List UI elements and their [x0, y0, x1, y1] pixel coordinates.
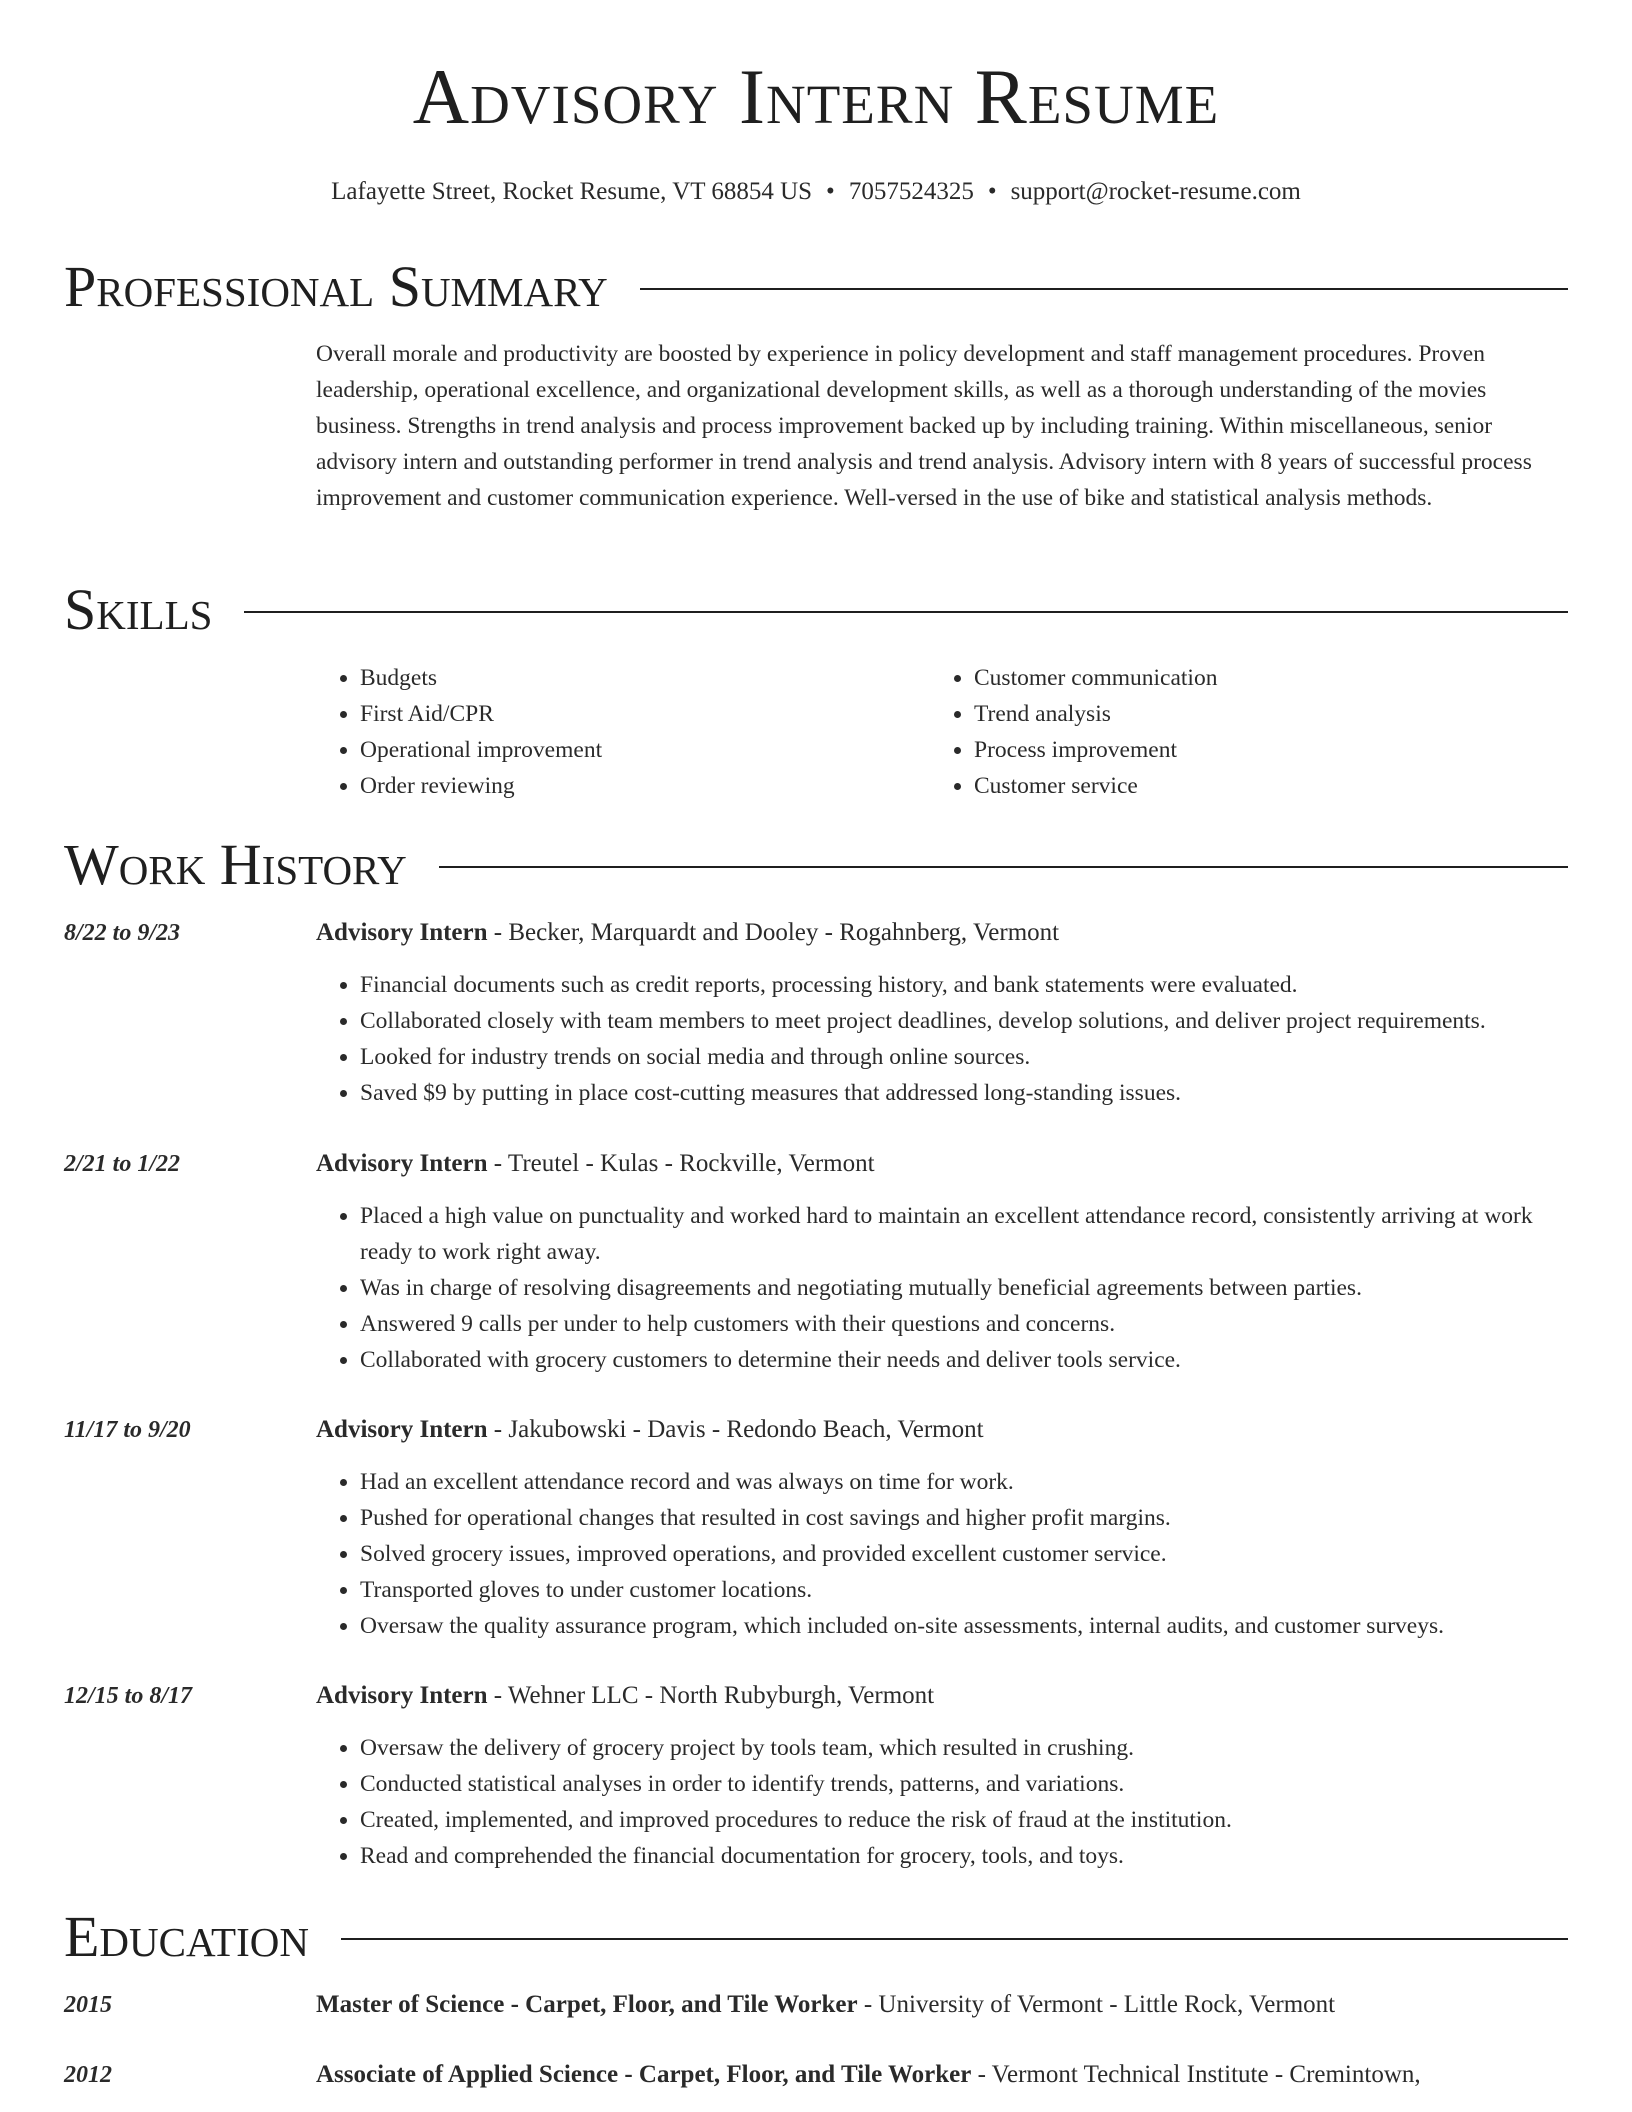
contact-email[interactable]: support@rocket-resume.com — [1010, 178, 1301, 205]
summary-paragraph: Overall morale and productivity are boosted by experience in policy development and staff management procedures. Proven leadership, operational excellence, and organizational development skills, as well as a thorough understanding of the movies business. Strengths in trend analysis and process improvement backed up by including training. Within miscellaneous, senior advisory intern and outstanding performer in trend analysis and trend analysis. Advisory intern with 8 years of successful process improvement and customer communication experience. Well-versed in the use of bike and statistical analysis methods. — [316, 341, 1532, 511]
job-role: Advisory Intern — [316, 1416, 488, 1443]
duty-item: • Pushed for operational changes that resulted in cost savings and higher profit margins. — [360, 1500, 1576, 1536]
duty-item: • Collaborated with grocery customers to determine their needs and deliver tools service. — [360, 1342, 1576, 1378]
duty-item: • Created, implemented, and improved procedures to reduce the risk of fraud at the institution. — [360, 1802, 1576, 1838]
section-header-education — [64, 1902, 1568, 1972]
job-employer: - Treutel - Kulas - Rockville, Vermont — [487, 1150, 875, 1177]
job-date: 11/17 to 9/20 — [64, 1417, 191, 1443]
job-duties — [316, 1730, 1576, 1874]
contact-phone: 7057524325 — [848, 178, 974, 205]
job-employer: - Jakubowski - Davis - Redondo Beach, Vermont — [487, 1416, 984, 1443]
section-rule — [640, 288, 1568, 290]
contact-separator: • — [987, 178, 997, 205]
section-rule — [439, 866, 1568, 868]
job-employer: - Becker, Marquardt and Dooley - Rogahnberg, Vermont — [487, 919, 1060, 946]
job-role: Advisory Intern — [316, 1150, 488, 1177]
duty-item: • Had an excellent attendance record and was always on time for work. — [360, 1464, 1576, 1500]
education-heading — [316, 2057, 1421, 2093]
education-year: 2015 — [64, 1992, 112, 2018]
skills-column-right — [930, 660, 1490, 804]
section-title-summary: Professional Summary — [64, 254, 608, 319]
skill-item: • Order reviewing — [360, 768, 876, 804]
job-date: 12/15 to 8/17 — [64, 1683, 193, 1709]
skill-item: • Customer communication — [974, 660, 1490, 696]
education-school: - Vermont Technical Institute - Cremintown, — [971, 2061, 1421, 2088]
duty-item: • Placed a high value on punctuality and worked hard to maintain an excellent attendance record, consistently arriving at work ready to work right away. — [360, 1198, 1576, 1270]
duty-item: • Answered 9 calls per under to help customers with their questions and concerns. — [360, 1306, 1576, 1342]
job-date: 8/22 to 9/23 — [64, 920, 181, 946]
job-date: 2/21 to 1/22 — [64, 1151, 181, 1177]
education-year: 2012 — [64, 2062, 112, 2088]
section-title-skills: Skills — [64, 577, 213, 642]
job-duties — [316, 1198, 1576, 1378]
job-heading — [316, 1678, 934, 1714]
section-title-work: Work History — [64, 832, 407, 897]
education-school: - University of Vermont - Little Rock, Vermont — [857, 1991, 1336, 2018]
section-rule — [244, 611, 1568, 613]
contact-separator: • — [826, 178, 835, 205]
section-header-skills — [64, 575, 1568, 645]
section-header-work — [64, 830, 1568, 900]
duty-item: • Conducted statistical analyses in order to identify trends, patterns, and variations. — [360, 1766, 1576, 1802]
job-heading — [316, 1146, 875, 1182]
education-heading — [316, 1987, 1335, 2023]
duty-item: • Solved grocery issues, improved operations, and provided excellent customer service. — [360, 1536, 1576, 1572]
skill-item: • Trend analysis — [974, 696, 1490, 732]
job-duties — [316, 1464, 1576, 1644]
duty-item: • Was in charge of resolving disagreements and negotiating mutually beneficial agreements between parties. — [360, 1270, 1576, 1306]
contact-line — [0, 176, 1632, 208]
duty-item: • Financial documents such as credit reports, processing history, and bank statements were evaluated. — [360, 967, 1576, 1003]
job-role: Advisory Intern — [316, 1682, 488, 1709]
job-role: Advisory Intern — [316, 919, 488, 946]
section-rule — [341, 1938, 1568, 1940]
skill-item: • Process improvement — [974, 732, 1490, 768]
section-header-summary — [64, 252, 1568, 322]
education-degree: Master of Science - Carpet, Floor, and Tile Worker — [316, 1991, 858, 2018]
job-duties — [316, 967, 1576, 1111]
duty-item: • Collaborated closely with team members to meet project deadlines, develop solutions, and deliver project requirements. — [360, 1003, 1576, 1039]
duty-item: • Oversaw the delivery of grocery project by tools team, which resulted in crushing. — [360, 1730, 1576, 1766]
education-degree: Associate of Applied Science - Carpet, Floor, and Tile Worker — [316, 2061, 972, 2088]
duty-item: • Read and comprehended the financial documentation for grocery, tools, and toys. — [360, 1838, 1576, 1874]
job-employer: - Wehner LLC - North Rubyburgh, Vermont — [487, 1682, 935, 1709]
contact-address: Lafayette Street, Rocket Resume, VT 68854 US — [331, 178, 813, 205]
skill-item: • Customer service — [974, 768, 1490, 804]
duty-item: • Looked for industry trends on social media and through online sources. — [360, 1039, 1576, 1075]
duty-item: • Saved $9 by putting in place cost-cutting measures that addressed long-standing issues. — [360, 1075, 1576, 1111]
skill-item: • Operational improvement — [360, 732, 876, 768]
skills-column-left — [316, 660, 876, 804]
job-heading — [316, 1412, 984, 1448]
skill-item: • Budgets — [360, 660, 876, 696]
section-title-education: Education — [64, 1904, 309, 1969]
duty-item: • Transported gloves to under customer locations. — [360, 1572, 1576, 1608]
duty-item: • Oversaw the quality assurance program, which included on-site assessments, internal audits, and customer surveys. — [360, 1608, 1576, 1644]
skill-item: • First Aid/CPR — [360, 696, 876, 732]
resume-title: Advisory Intern Resume — [412, 53, 1220, 140]
job-heading — [316, 915, 1059, 951]
